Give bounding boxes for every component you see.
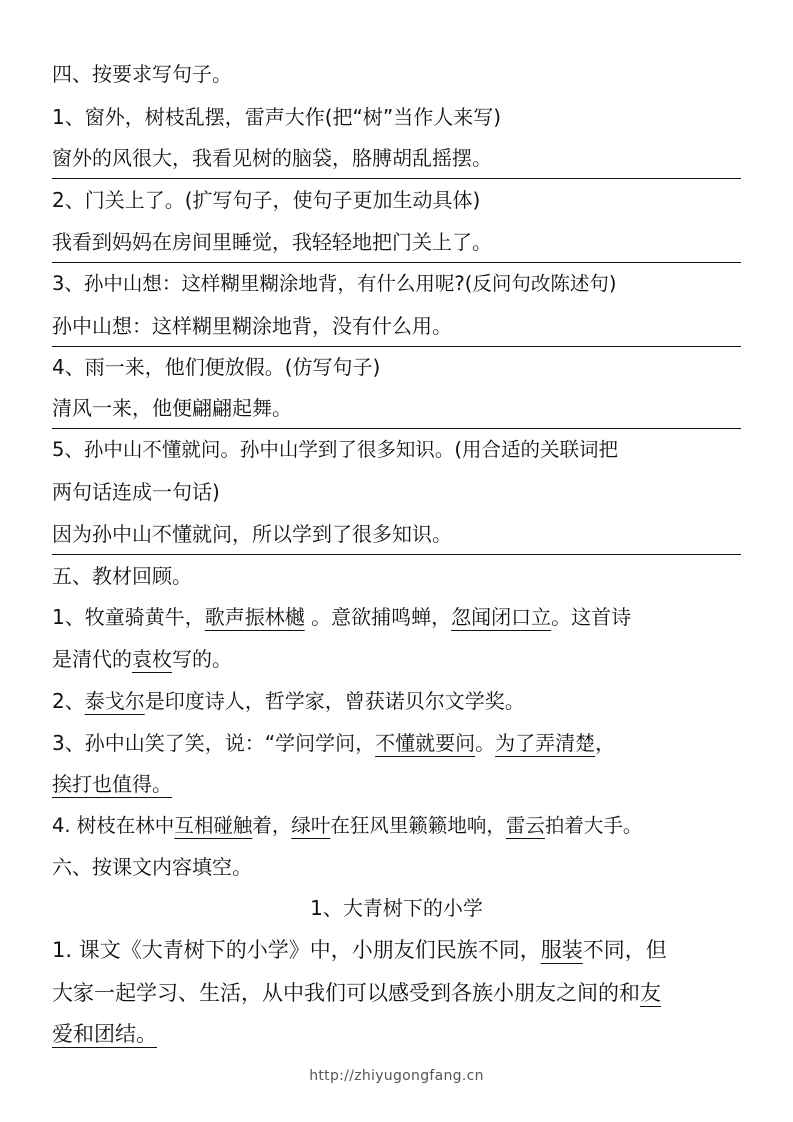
s4-q5-prompt-line2: 两句话连成一句话) [52, 480, 220, 504]
text: 2、 [52, 689, 85, 713]
text: 拍着大手。 [544, 814, 643, 837]
s4-q2-answer: 我看到妈妈在房间里睡觉，我轻轻地把门关上了。 [52, 222, 741, 263]
s4-q1-answer: 窗外的风很大，我看见树的脑袋，胳膊胡乱摇摆。 [52, 138, 741, 179]
text: 是清代的 [52, 647, 132, 671]
text: 写的。 [172, 647, 232, 671]
fill-answer: 雷云 [505, 814, 545, 837]
fill-answer: 不懂就要问 [375, 731, 476, 755]
s6-q1-line1 [52, 930, 741, 970]
section-5-heading: 五、教材回顾。 [52, 564, 192, 588]
footer-url: http://zhiyugongfang.cn [309, 1068, 484, 1084]
text: 在狂风里籁籁地响， [330, 814, 506, 837]
fill-answer: 袁枚 [132, 647, 172, 671]
s4-q3-answer: 孙中山想：这样糊里糊涂地背，没有什么用。 [52, 306, 741, 347]
s5-q1-line1 [52, 597, 741, 637]
text: 。 [475, 731, 496, 755]
text: 3、孙中山笑了笑，说：“学问学问， [52, 731, 376, 755]
s4-q5-prompt-line1: 5、孙中山不懂就问。孙中山学到了很多知识。(用合适的关联词把 [52, 438, 619, 461]
text: 1、牧童骑黄牛， [52, 605, 205, 629]
fill-answer: 绿叶 [291, 814, 331, 837]
s5-q1-line2 [52, 639, 741, 679]
s4-q5-answer: 因为孙中山不懂就问，所以学到了很多知识。 [52, 514, 741, 555]
text: 着， [252, 814, 292, 837]
text: ， [595, 731, 616, 755]
s4-q2-prompt: 2、门关上了。(扩写句子，使句子更加生动具体) [52, 188, 481, 212]
text: 不同，但 [582, 938, 667, 962]
fill-answer: 互相碰触 [174, 814, 253, 837]
fill-answer: 为了弄清楚 [495, 731, 596, 755]
fill-answer: 歌声振林樾 [204, 605, 305, 629]
s5-q2 [52, 681, 741, 721]
fill-answer: 服装 [540, 938, 583, 962]
section-6-heading: 六、按课文内容填空。 [52, 855, 252, 879]
text: 。意欲捕鸣蝉， [304, 605, 452, 629]
fill-answer: 泰戈尔 [84, 689, 145, 713]
fill-answer: 友 [640, 981, 661, 1005]
s4-q3-prompt: 3、孙中山想：这样糊里糊涂地背，有什么用呢?(反问句改陈述句) [52, 272, 617, 295]
fill-answer: 忽闻闭口立 [451, 605, 552, 629]
fill-answer: 挨打也值得。 [52, 772, 172, 796]
s5-q3-line1 [52, 723, 741, 763]
s6-q1-line2 [52, 973, 741, 1013]
s4-q4-prompt: 4、雨一来，他们便放假。(仿写句子) [52, 355, 381, 379]
text: 大家一起学习、生活，从中我们可以感受到各族小朋友之间的和 [52, 981, 640, 1005]
s4-q1-prompt: 1、窗外，树枝乱摆，雷声大作(把“树”当作人来写) [52, 105, 502, 129]
text: 是印度诗人，哲学家，曾获诺贝尔文学奖。 [144, 689, 525, 713]
section-4-heading: 四、按要求写句子。 [52, 62, 232, 86]
s4-q4-answer: 清风一来，他便翩翩起舞。 [52, 388, 741, 429]
lesson-title: 1、大青树下的小学 [310, 896, 483, 920]
text: 。这首诗 [551, 605, 632, 629]
text: 4. 树枝在林中 [52, 814, 175, 837]
text: 1. 课文《大青树下的小学》中，小朋友们民族不同， [52, 938, 541, 962]
s6-q1-line3 [52, 1014, 741, 1054]
s5-q4 [52, 806, 741, 846]
s5-q3-line2 [52, 764, 741, 804]
fill-answer: 爱和团结。 [52, 1022, 157, 1046]
